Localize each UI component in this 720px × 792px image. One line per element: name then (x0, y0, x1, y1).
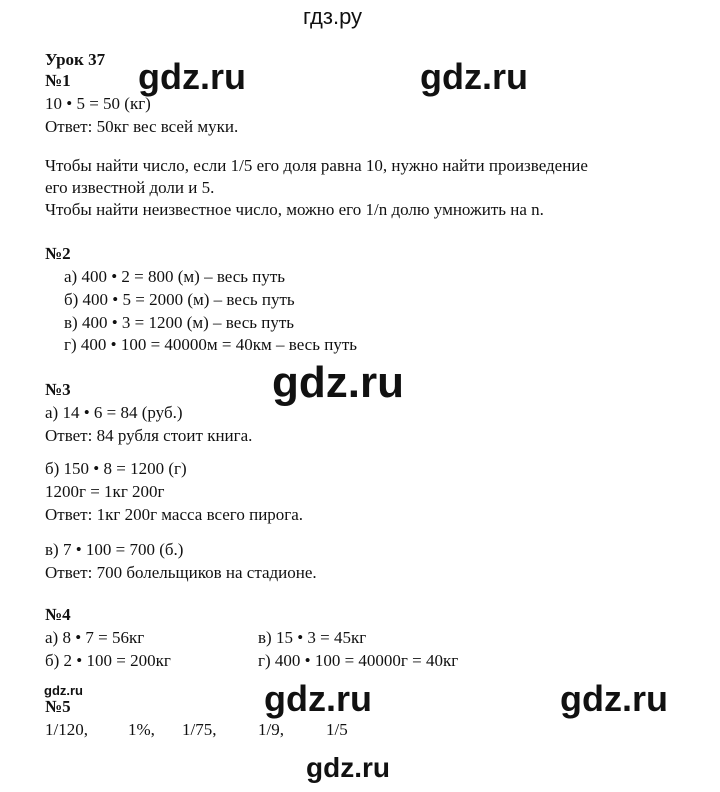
watermark: gdz.ru (272, 358, 404, 407)
fraction-value: 1/5 (326, 720, 348, 739)
list-item: г) 400 • 100 = 40000м = 40км – весь путь (64, 335, 358, 354)
list-item: б) 400 • 5 = 2000 (м) – весь путь (64, 290, 295, 309)
site-header: гдз.ру (303, 4, 363, 29)
watermark: gdz.ru (420, 56, 528, 97)
task-line: в) 7 • 100 = 700 (б.) (45, 540, 184, 559)
watermark: gdz.ru (264, 678, 372, 719)
task-line: а) 14 • 6 = 84 (руб.) (45, 403, 183, 422)
fraction-value: 1/75, (182, 720, 217, 739)
watermark: gdz.ru (138, 56, 246, 97)
lesson-title: Урок 37 (45, 50, 106, 69)
task-line: б) 2 • 100 = 200кг (45, 651, 171, 670)
task-line: Чтобы найти неизвестное число, можно его 1/n долю умножить на n. (45, 200, 544, 219)
fraction-value: 1%, (128, 720, 155, 739)
task-line: Ответ: 50кг вес всей муки. (45, 117, 239, 136)
fraction-value: 1/120, (45, 720, 88, 739)
task-line: Ответ: 1кг 200г масса всего пирога. (45, 505, 304, 524)
task-line: Чтобы найти число, если 1/5 его доля равна 10, нужно найти произведение (45, 156, 588, 175)
task-line: Ответ: 84 рубля стоит книга. (45, 426, 253, 445)
task-line: г) 400 • 100 = 40000г = 40кг (258, 651, 459, 670)
task-number: №5 (45, 697, 71, 716)
task-line: б) 150 • 8 = 1200 (г) (45, 459, 187, 478)
fraction-value: 1/9, (258, 720, 284, 739)
task-line: 10 • 5 = 50 (кг) (45, 94, 151, 113)
task-number: №4 (45, 605, 71, 624)
task-line: Ответ: 700 болельщиков на стадионе. (45, 563, 317, 582)
list-item: в) 400 • 3 = 1200 (м) – весь путь (64, 313, 295, 332)
task-line: 1200г = 1кг 200г (45, 482, 165, 501)
list-item: а) 400 • 2 = 800 (м) – весь путь (64, 267, 286, 286)
task-line: а) 8 • 7 = 56кг (45, 628, 145, 647)
task-line: в) 15 • 3 = 45кг (258, 628, 367, 647)
watermark: gdz.ru (560, 678, 668, 719)
task-line: его известной доли и 5. (45, 178, 215, 197)
task-number: №2 (45, 244, 71, 263)
task-number: №1 (45, 71, 71, 90)
watermark: gdz.ru (306, 752, 390, 783)
task-number: №3 (45, 380, 71, 399)
watermark: gdz.ru (44, 683, 83, 698)
